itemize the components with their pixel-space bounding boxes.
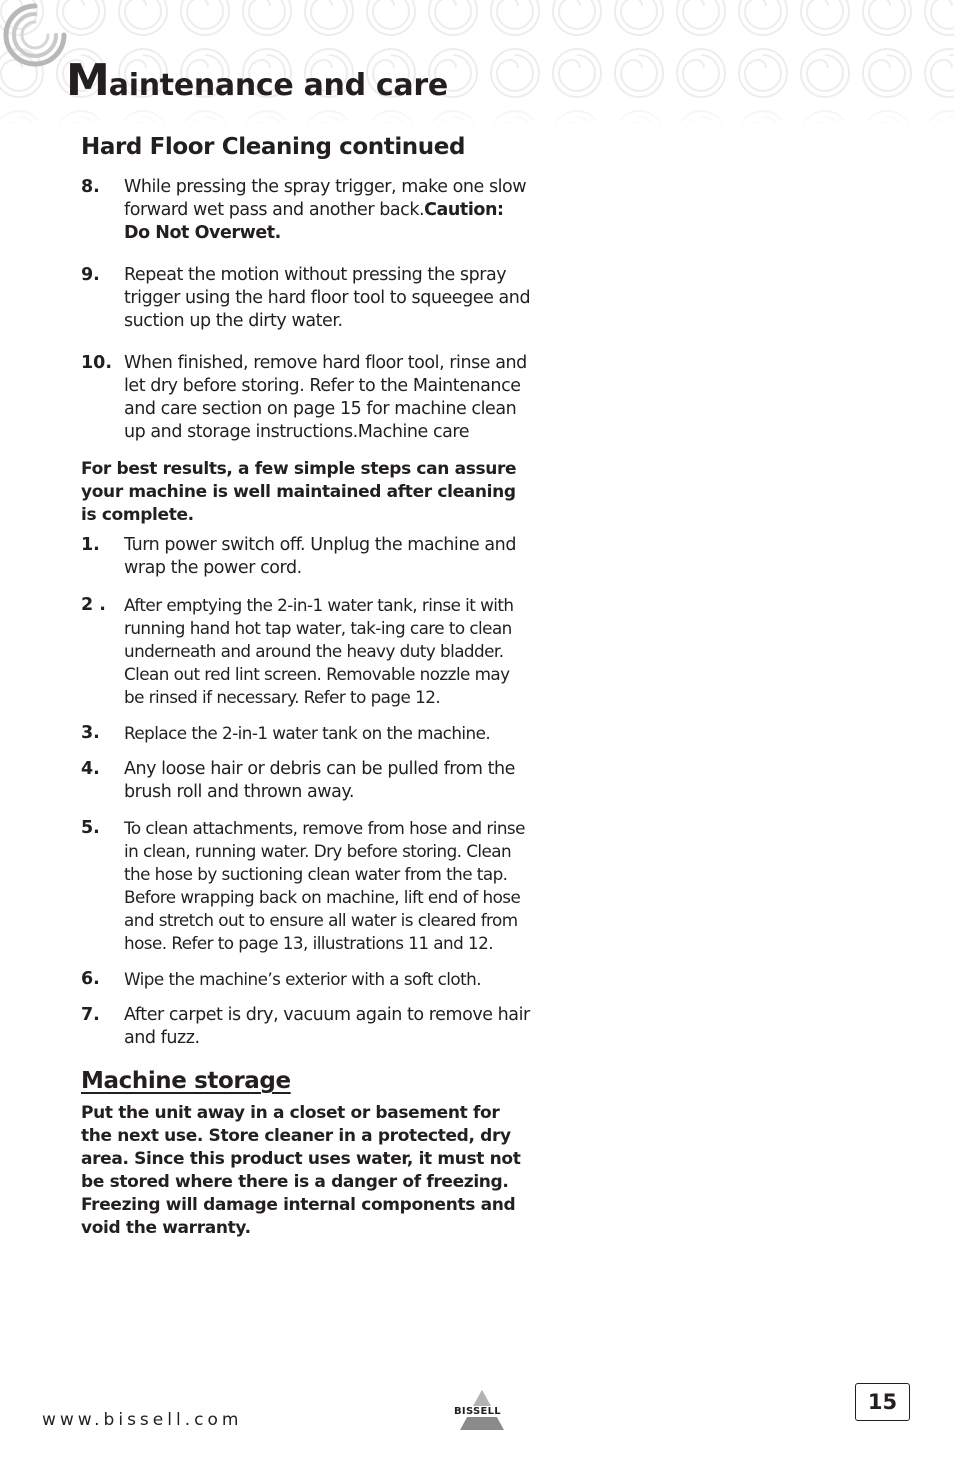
machine-care-steps bbox=[81, 534, 531, 1050]
step-number: 8. bbox=[81, 177, 100, 197]
content-column bbox=[81, 130, 531, 1240]
list-item bbox=[81, 176, 531, 245]
step-number: 10. bbox=[81, 353, 113, 373]
swirl-logo-icon bbox=[0, 0, 70, 70]
title-rest: aintenance and care bbox=[108, 68, 448, 103]
footer-url: www.bissell.com bbox=[42, 1410, 243, 1430]
step-number: 7. bbox=[81, 1005, 100, 1025]
page-title bbox=[66, 55, 448, 106]
step-number: 9. bbox=[81, 265, 100, 285]
list-item bbox=[81, 968, 531, 991]
list-item bbox=[81, 722, 531, 745]
step-number: 5. bbox=[81, 818, 100, 838]
step-text: After emptying the 2-in-1 water tank, rinse it with running hand hot tap water, tak-ing care to clean underneath and around the heavy duty bladder. Clean out red lint screen. Removable nozzle may be rinsed if necessary. Refer to page 12. bbox=[124, 595, 514, 707]
step-number: 3. bbox=[81, 723, 100, 743]
step-number: 4. bbox=[81, 759, 100, 779]
step-text: Turn power switch off. Unplug the machine and wrap the power cord. bbox=[124, 535, 516, 578]
step-number: 2 . bbox=[81, 595, 106, 615]
header-banner bbox=[0, 0, 954, 128]
caution-text: Caution: Do Not Overwet. bbox=[124, 200, 504, 243]
list-item bbox=[81, 1004, 531, 1050]
title-initial: M bbox=[66, 55, 109, 106]
step-text: Repeat the motion without pressing the spray trigger using the hard floor tool to squeegee and suction up the dirty water. bbox=[124, 265, 531, 331]
step-text: After carpet is dry, vacuum again to remove hair and fuzz. bbox=[124, 1005, 530, 1048]
machine-storage-heading: Machine storage bbox=[81, 1068, 291, 1094]
list-item bbox=[81, 594, 531, 709]
step-text: Any loose hair or debris can be pulled from the brush roll and thrown away. bbox=[124, 759, 515, 802]
step-number: 6. bbox=[81, 969, 100, 989]
machine-care-intro: For best results, a few simple steps can assure your machine is well maintained after cleaning is complete. bbox=[81, 459, 517, 525]
list-item bbox=[81, 817, 531, 955]
list-item bbox=[81, 264, 531, 333]
step-text: While pressing the spray trigger, make one slow forward wet pass and another back. bbox=[124, 177, 527, 220]
step-text: When finished, remove hard floor tool, rinse and let dry before storing. Refer to the Maintenance and care section on page 15 for machine clean up and storage instructions.Machine care bbox=[124, 353, 527, 442]
step-text: Wipe the machine’s exterior with a soft cloth. bbox=[124, 969, 482, 989]
page-number: 15 bbox=[855, 1383, 910, 1421]
step-text: Replace the 2-in-1 water tank on the machine. bbox=[124, 723, 491, 743]
hard-floor-heading: Hard Floor Cleaning continued bbox=[81, 134, 466, 160]
step-number: 1. bbox=[81, 535, 100, 555]
step-text: To clean attachments, remove from hose and rinse in clean, running water. Dry before storing. Clean the hose by suctioning clean water from the tap. Before wrapping back on machine, lift end of hose and stretch out to ensure all water is cleared from hose. Refer to page 13, illustrations 11 and 12. bbox=[124, 818, 525, 953]
hard-floor-steps bbox=[81, 176, 531, 444]
bissell-logo bbox=[448, 1388, 514, 1432]
list-item bbox=[81, 758, 531, 804]
brand-text: BISSELL bbox=[454, 1406, 501, 1417]
list-item bbox=[81, 534, 531, 580]
list-item bbox=[81, 352, 531, 444]
machine-storage-text: Put the unit away in a closet or basement for the next use. Store cleaner in a protected, dry area. Since this product uses water, it must not be stored where there is a danger of freezing. Freezing will damage internal components and void the warranty. bbox=[81, 1103, 521, 1238]
